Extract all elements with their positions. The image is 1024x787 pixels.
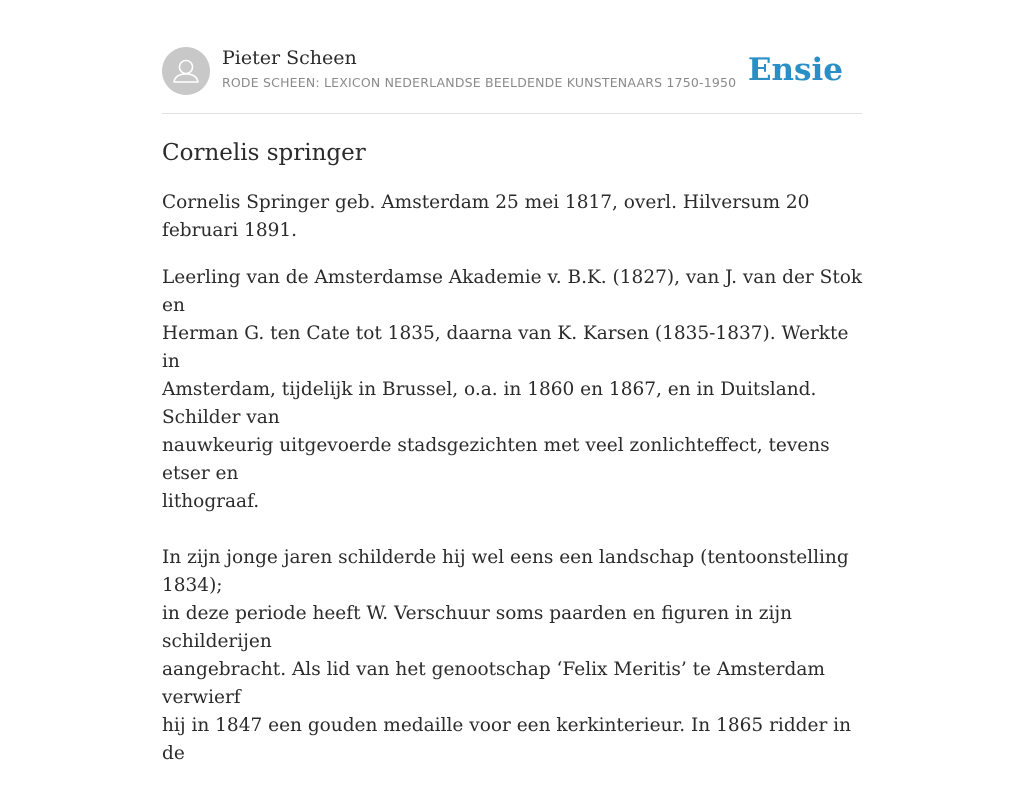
source-title[interactable]: RODE SCHEEN: LEXICON NEDERLANDSE BEELDENDE KUNSTENAARS 1750-1950 [222,75,737,90]
user-icon [162,47,210,95]
ensie-logo[interactable]: Ensie [747,52,843,88]
article-body [162,189,872,787]
article-header [162,47,862,114]
author-name[interactable]: Pieter Scheen [222,47,357,69]
article-title: Cornelis springer [162,140,366,166]
paragraph: Leerling van de Amsterdamse Akademie v. B.K. (1827), van J. van der Stok en Herman G. ten Cate tot 1835, daarna van K. Karsen (1835-1837). Werkte in Amsterdam, tijdelijk in Brussel, o.a. in 1860 en 1867, en in Duitsland. Schilder van nauwkeurig uitgevoerde stadsgezichten met veel zonlichteffect, tevens etser en lithograaf. [162,267,863,512]
paragraph: Cornelis Springer geb. Amsterdam 25 mei 1817, overl. Hilversum 20 februari 1891. [162,192,810,241]
paragraph: In zijn jonge jaren schilderde hij wel eens een landschap (tentoonstelling 1834); in deze periode heeft W. Verschuur soms paarden en figuren in zijn schilderijen aangebracht. Als lid van het genootschap ‘Felix Meritis’ te Amsterdam verwierf hij in 1847 een gouden medaille voor een kerkinterieur. In 1865 ridder in de [162,547,852,764]
